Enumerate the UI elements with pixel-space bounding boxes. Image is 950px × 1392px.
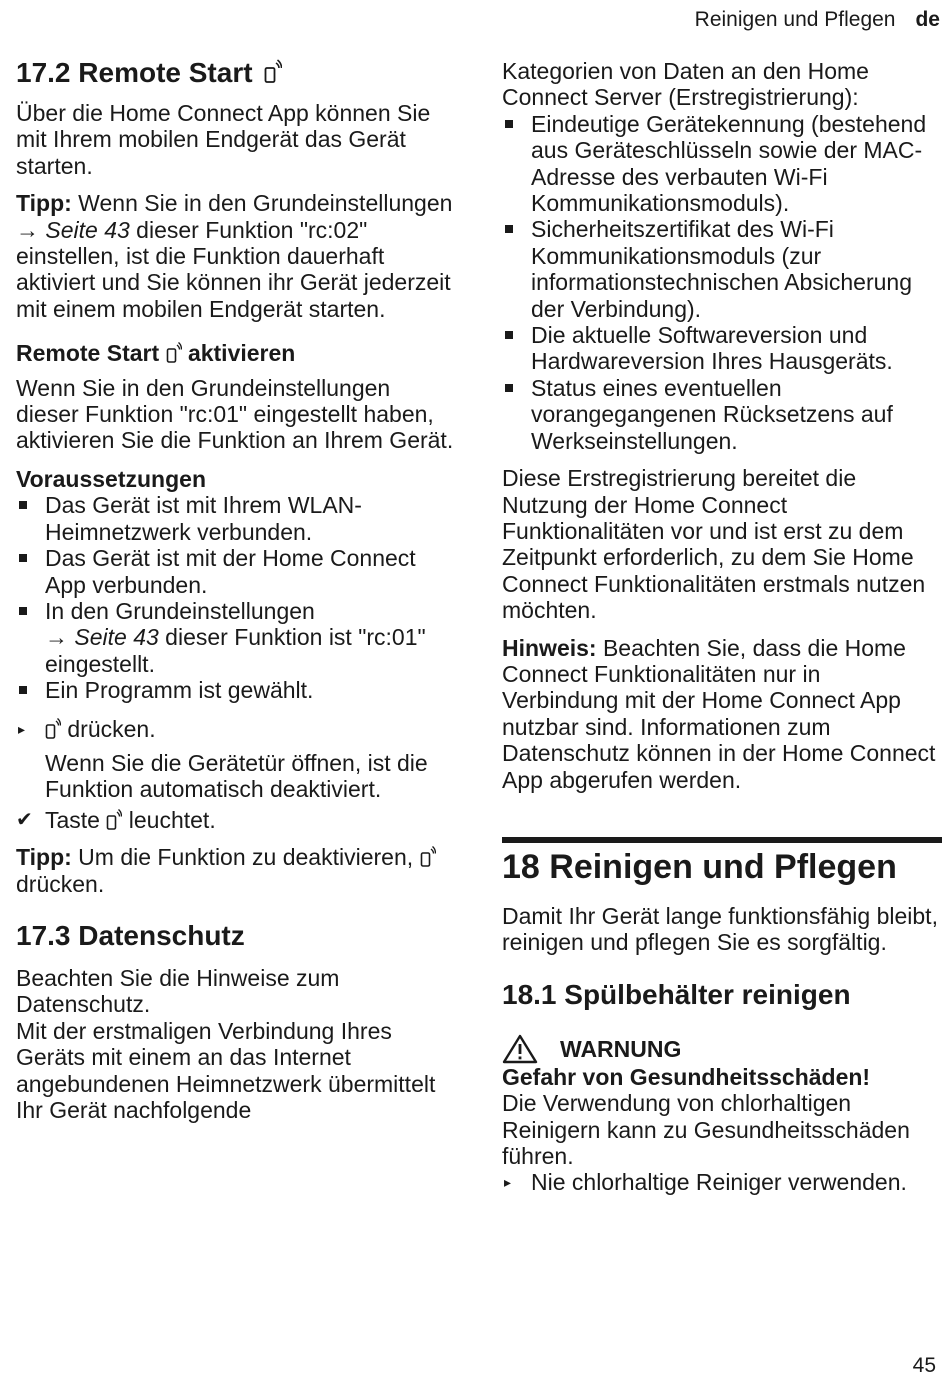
intro-paragraph: Über die Home Connect App können Sie mit Ihrem mobilen Endgerät das Gerät starten. [16,100,431,179]
warning-subtitle: Gefahr von Gesundheitsschäden! [502,1063,871,1090]
list-item: Sicherheitszertifikat des Wi-Fi Kommunikationsmoduls (zur informationstechnischen Absicherung der Verbindung). [502,216,942,322]
warning-triangle-icon [502,1034,538,1064]
heading-18: 18 Reinigen und Pflegen [502,847,897,886]
datenschutz-continued: Kategorien von Daten an den Home Connect Server (Erstregistrierung): [502,58,869,111]
remote-start-icon [264,59,282,85]
datenschutz-paragraph-2: Mit der erstmaligen Verbindung Ihres Geräts mit einem an das Internet angebundenen Heimnetzwerk übermittelt Ihr Gerät nachfolgende [16,1017,436,1123]
page-link[interactable]: Seite 43 [45,216,130,243]
page-number: 45 [912,1354,936,1377]
datenschutz-paragraph-1: Beachten Sie die Hinweise zum Datenschutz. [16,964,340,1018]
heading-18-1: 18.1 Spülbehälter reinigen [502,978,851,1010]
list-item: Ein Programm ist gewählt. [16,677,456,703]
tip-1: Tipp: Wenn Sie in den Grundeinstellungen → Seite 43 dieser Funktion "rc:02" einstellen, ist die Funktion dauerhaft aktiviert und Sie können ihr Gerät jederzeit mit einem mobilen Endgerät starten. [16,190,453,322]
list-item: Eindeutige Gerätekennung (bestehend aus Geräteschlüsseln sowie der MAC-Adresse des verbauten Wi-Fi Kommunikationsmoduls). [502,111,942,217]
activate-paragraph: Wenn Sie in den Grundeinstellungen dieser Funktion "rc:01" eingestellt haben, aktivieren Sie die Funktion an Ihrem Gerät. [16,374,454,454]
remote-start-icon [106,809,122,831]
warning-title: WARNUNG [560,1035,682,1062]
running-header [695,8,940,32]
step-result: ✔ Taste leuchtet. [16,806,216,833]
action-step: ▸ drücken. [18,715,156,742]
heading-activate: Remote Start aktivieren [16,340,296,367]
left-column [16,56,456,1123]
right-column [502,58,942,1196]
data-categories-list [502,111,942,454]
list-item: Das Gerät ist mit Ihrem WLAN-Heimnetzwerk verbunden. [16,492,456,545]
requirements-title: Voraussetzungen [16,465,206,492]
list-item: Die aktuelle Softwareversion und Hardwareversion Ihres Hausgeräts. [502,322,942,375]
warning-text: Die Verwendung von chlorhaltigen Reinigern kann zu Gesundheitsschäden führen. [502,1090,910,1169]
page-link[interactable]: Seite 43 [74,624,159,651]
warning-header [502,1034,942,1064]
remote-start-icon [420,846,436,868]
requirements-list [16,492,456,703]
heading-17-2: 17.2 Remote Start [16,56,456,90]
tip-2: Tipp: Um die Funktion zu deaktivieren, drücken. [16,844,456,897]
list-item: Das Gerät ist mit der Home Connect App verbunden. [16,545,456,598]
remote-start-icon [166,342,182,364]
heading-17-3: 17.3 Datenschutz [16,919,245,951]
header-section: Reinigen und Pflegen [694,8,896,31]
chapter-rule [502,837,942,887]
note: Hinweis: Beachten Sie, dass die Home Connect Funktionalitäten nur in Verbindung mit der Home Connect App nutzbar sind. Informationen zum Datenschutz können in der Home Connect App abgerufen werden. [502,634,936,793]
step-arrow-icon: ▸ [504,1174,512,1191]
checkmark-icon: ✔ [16,808,33,831]
remote-start-icon [45,718,61,740]
list-item: Status eines eventuellen vorangegangenen Rücksetzens auf Werkseinstellungen. [502,375,942,454]
chapter-intro: Damit Ihr Gerät lange funktionsfähig bleibt, reinigen und pflegen Sie es sorgfältig. [502,902,938,956]
step-note: Wenn Sie die Gerätetür öffnen, ist die Funktion automatisch deaktiviert. [45,749,428,803]
warning-step: ▸ Nie chlorhaltige Reiniger verwenden. [504,1169,907,1196]
registration-paragraph: Diese Erstregistrierung bereitet die Nutzung der Home Connect Funktionalitäten vor und ist erst zu dem Zeitpunkt erforderlich, zu dem Sie Home Connect Funktionalitäten erstmals nutzen möchten. [502,465,926,624]
step-arrow-icon: ▸ [18,720,26,737]
list-item: In den Grundeinstellungen → Seite 43 dieser Funktion ist "rc:01" eingestellt. [16,598,456,677]
header-language: de [915,8,940,31]
